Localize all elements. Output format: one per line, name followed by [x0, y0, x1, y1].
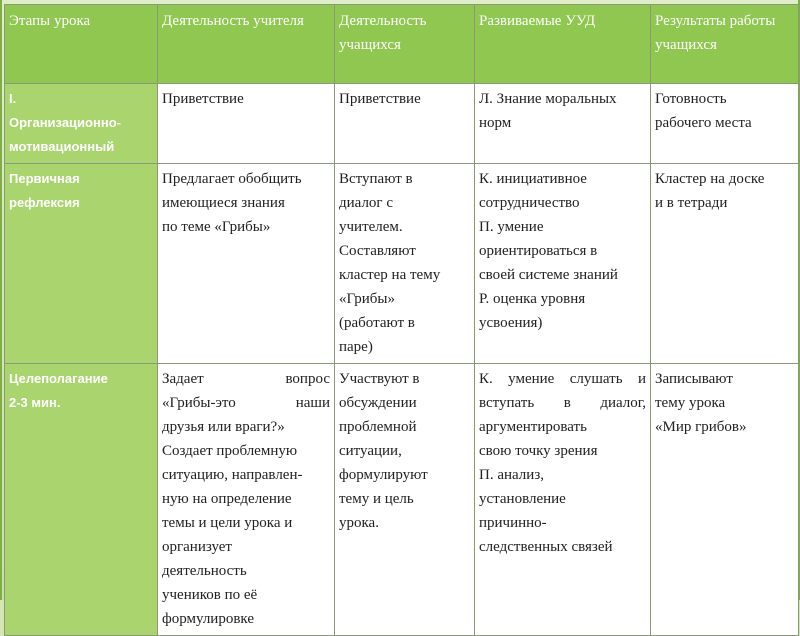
cell-line: организует	[162, 539, 232, 555]
header-student-activity: Деятельность учащихся	[335, 5, 475, 84]
cell-line: Организационно-	[9, 115, 121, 130]
students-cell	[335, 164, 475, 364]
cell-line: по теме «Грибы»	[162, 219, 271, 235]
teacher-cell	[158, 84, 335, 164]
cell-line: норм	[479, 115, 512, 131]
cell-line: друзья или враги?»	[162, 419, 285, 435]
header-uud: Развиваемые УУД	[475, 5, 651, 84]
header-row	[5, 5, 799, 84]
cell-line: формулировке	[162, 611, 254, 627]
cell-line: паре)	[339, 339, 373, 355]
cell-line: Л. Знание моральных	[479, 91, 617, 107]
students-cell	[335, 84, 475, 164]
cell-line: ориентироваться в	[479, 243, 598, 259]
cell-line: Составляют	[339, 243, 416, 259]
cell-line: тему урока	[655, 395, 726, 411]
table-row	[5, 164, 799, 364]
cell-line: ситуации,	[339, 443, 402, 459]
cell-line: ситуацию, направлен-	[162, 467, 303, 483]
cell-line: кластер на тему	[339, 267, 441, 283]
uud-cell	[475, 84, 651, 164]
cell-line: свою точку зрения	[479, 443, 598, 459]
cell-line: П. умение	[479, 219, 544, 235]
cell-line: 2-3 мин.	[9, 395, 61, 410]
teacher-cell	[158, 164, 335, 364]
cell-line: формулируют	[339, 467, 428, 483]
cell-line: следственных связей	[479, 539, 613, 555]
cell-line: П. анализ,	[479, 467, 544, 483]
cell-line: диалог с	[339, 195, 393, 211]
result-cell	[651, 364, 799, 636]
lesson-plan-table	[4, 4, 799, 636]
cell-line: учеников по её	[162, 587, 258, 603]
cell-line: Целеполагание	[9, 371, 108, 386]
cell-line: Приветствие	[339, 91, 421, 107]
cell-line: Р. оценка уровня	[479, 291, 586, 307]
result-cell	[651, 164, 799, 364]
cell-line: «Мир грибов»	[655, 419, 747, 435]
result-cell	[651, 84, 799, 164]
cell-line: и в тетради	[655, 195, 728, 211]
cell-line: учителем.	[339, 219, 403, 235]
table-row	[5, 364, 799, 636]
cell-line: «Грибы»	[339, 291, 395, 307]
cell-line: усвоения)	[479, 315, 543, 331]
cell-line: Создает проблемную	[162, 443, 298, 459]
cell-line: своей системе знаний	[479, 267, 618, 283]
uud-cell	[475, 364, 651, 636]
cell-line: рабочего места	[655, 115, 752, 131]
header-stages: Этапы урока	[5, 5, 158, 84]
cell-line: причинно-	[479, 515, 547, 531]
cell-line: Первичная	[9, 171, 80, 186]
cell-line: проблемной	[339, 419, 417, 435]
uud-cell	[475, 164, 651, 364]
cell-line: аргументировать	[479, 419, 587, 435]
cell-line: (работают в	[339, 315, 415, 331]
cell-line: «Грибы-это наши	[162, 395, 330, 411]
cell-line: ную на определение	[162, 491, 292, 507]
stage-cell	[5, 84, 158, 164]
cell-line: установление	[479, 491, 566, 507]
cell-line: Готовность	[655, 91, 727, 107]
cell-line: мотивационный	[9, 139, 115, 154]
cell-line: Участвуют в	[339, 371, 420, 387]
stage-cell	[5, 164, 158, 364]
table-row	[5, 84, 799, 164]
cell-line: урока.	[339, 515, 379, 531]
teacher-cell	[158, 364, 335, 636]
cell-line: К. умение слушать и	[479, 371, 646, 387]
cell-line: тему и цель	[339, 491, 414, 507]
cell-line: имеющиеся знания	[162, 195, 285, 211]
header-results: Результаты работы учащихся	[651, 5, 799, 84]
cell-line: сотрудничество	[479, 195, 580, 211]
cell-line: Кластер на доске	[655, 171, 765, 187]
stage-cell	[5, 364, 158, 636]
cell-line: Вступают в	[339, 171, 413, 187]
cell-line: Записывают	[655, 371, 733, 387]
cell-line: обсуждении	[339, 395, 417, 411]
cell-line: деятельность	[162, 563, 247, 579]
cell-line: вступать в диалог,	[479, 395, 646, 411]
header-teacher-activity: Деятельность учителя	[158, 5, 335, 84]
cell-line: I.	[9, 91, 17, 106]
cell-line: темы и цели урока и	[162, 515, 293, 531]
cell-line: Задает вопрос	[162, 371, 330, 387]
cell-line: рефлексия	[9, 195, 80, 210]
cell-line: Предлагает обобщить	[162, 171, 302, 187]
cell-line: Приветствие	[162, 91, 244, 107]
students-cell	[335, 364, 475, 636]
cell-line: К. инициативное	[479, 171, 587, 187]
